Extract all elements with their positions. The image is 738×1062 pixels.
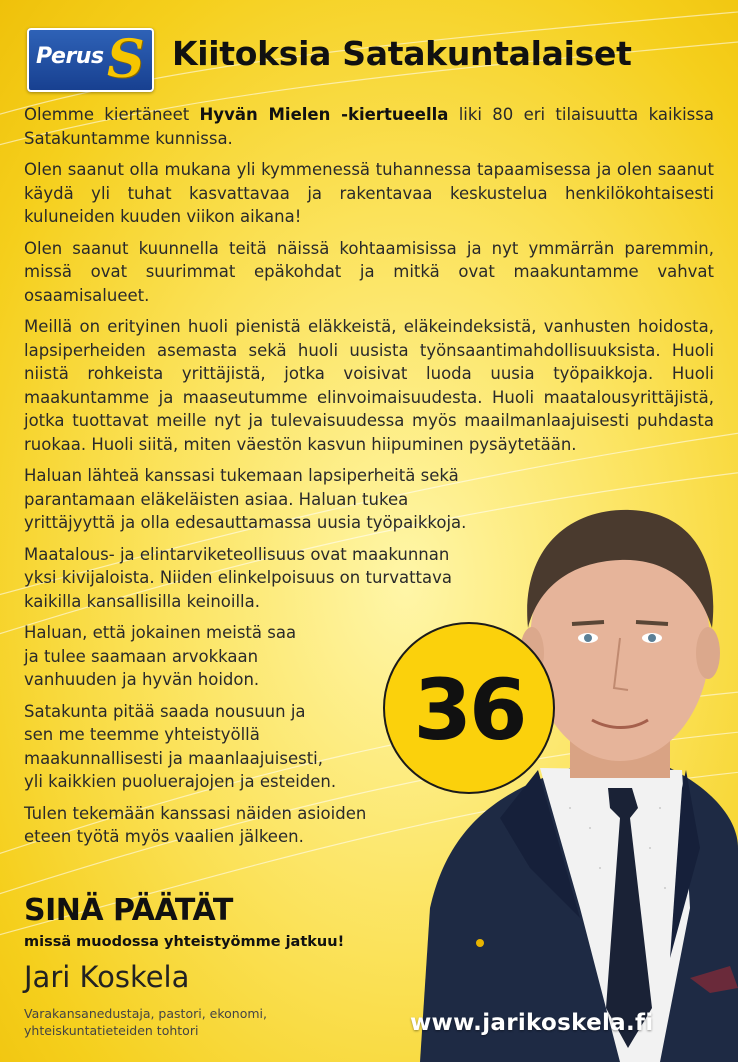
- party-logo: [27, 28, 154, 92]
- paragraph-4: Meillä on erityinen huoli pienistä eläkkeistä, eläkeindeksistä, vanhusten hoidosta, lapsiperheiden asemasta sekä huoli uusista työnsaantimahdollisuuksista. Huoli niistä rohkeista yrittäjistä, jotka voisivat luoda uusia työpaikkoja. Huoli maakuntamme ja maaseutumme elinvoimaisuudesta. Huoli maatalousyrittäjistä, jotka tuottavat meille nyt ja tulevaisuudessa myös maailmanlaajuisesti puhdasta ruokaa. Huoli siitä, miten väestön kasvun hiipuminen pysäytetään.: [24, 317, 714, 454]
- candidate-titles: Varakansanedustaja, pastori, ekonomi, yhteiskuntatieteiden tohtori: [24, 1006, 267, 1038]
- lapel-pin: [476, 939, 484, 947]
- paragraph-5: Haluan lähteä kanssasi tukemaan lapsiperheitä sekä parantamaan eläkeläisten asiaa. Haluan tukea yrittäjyyttä ja olla edesauttamassa uusia työpaikkoja.: [24, 466, 467, 532]
- paragraph-2: Olen saanut olla mukana yli kymmenessä tuhannessa tapaamisessa ja olen saanut käydä yli tuhat kasvattavaa ja rakentavaa keskustelua henkilökohtaisesti kuluneiden kuuden viikon aikana!: [24, 160, 714, 226]
- candidate-number: 36: [413, 661, 525, 759]
- logo-s-letter: S: [107, 29, 145, 90]
- paragraph-9: Tulen tekemään kanssasi näiden asioiden eteen työtä myös vaalien jälkeen.: [24, 803, 367, 846]
- paragraph-6: Maatalous- ja elintarviketeollisuus ovat maakunnan yksi kivijaloista. Niiden elinkelpoisuus on turvattava kaikilla kansallisilla keinoilla.: [24, 544, 452, 611]
- logo-text: Perus: [36, 44, 104, 69]
- paragraph-8: Satakunta pitää saada nousuun ja sen me teemme yhteistyöllä maakunnallisesti ja maanlaajuisesti, yli kaikkien puoluerajojen ja esteiden.: [24, 701, 337, 791]
- candidate-number-badge: [383, 622, 555, 794]
- slogan-heading: SINÄ PÄÄTÄT: [24, 893, 233, 928]
- page-title: Kiitoksia Satakuntalaiset: [172, 34, 632, 73]
- paragraph-3: Olen saanut kuunnella teitä näissä kohtaamisissa ja nyt ymmärrän paremmin, missä ovat suurimmat epäkohdat ja mitkä ovat maakuntamme vahvat osaamisalueet.: [24, 238, 714, 305]
- paragraph-7: Haluan, että jokainen meistä saa ja tulee saamaan arvokkaan vanhuuden ja hyvän hoidon.: [24, 623, 297, 689]
- paragraph-1: Olemme kiertäneet Hyvän Mielen -kiertueella liki 80 eri tilaisuutta kaikissa Satakuntamme kunnissa.: [24, 105, 714, 148]
- slogan-subtitle: missä muodossa yhteistyömme jatkuu!: [24, 934, 345, 950]
- website-link[interactable]: www.jarikoskela.fi: [410, 1010, 654, 1036]
- candidate-name: Jari Koskela: [24, 960, 190, 994]
- tour-name: Hyvän Mielen -kiertueella: [199, 105, 449, 124]
